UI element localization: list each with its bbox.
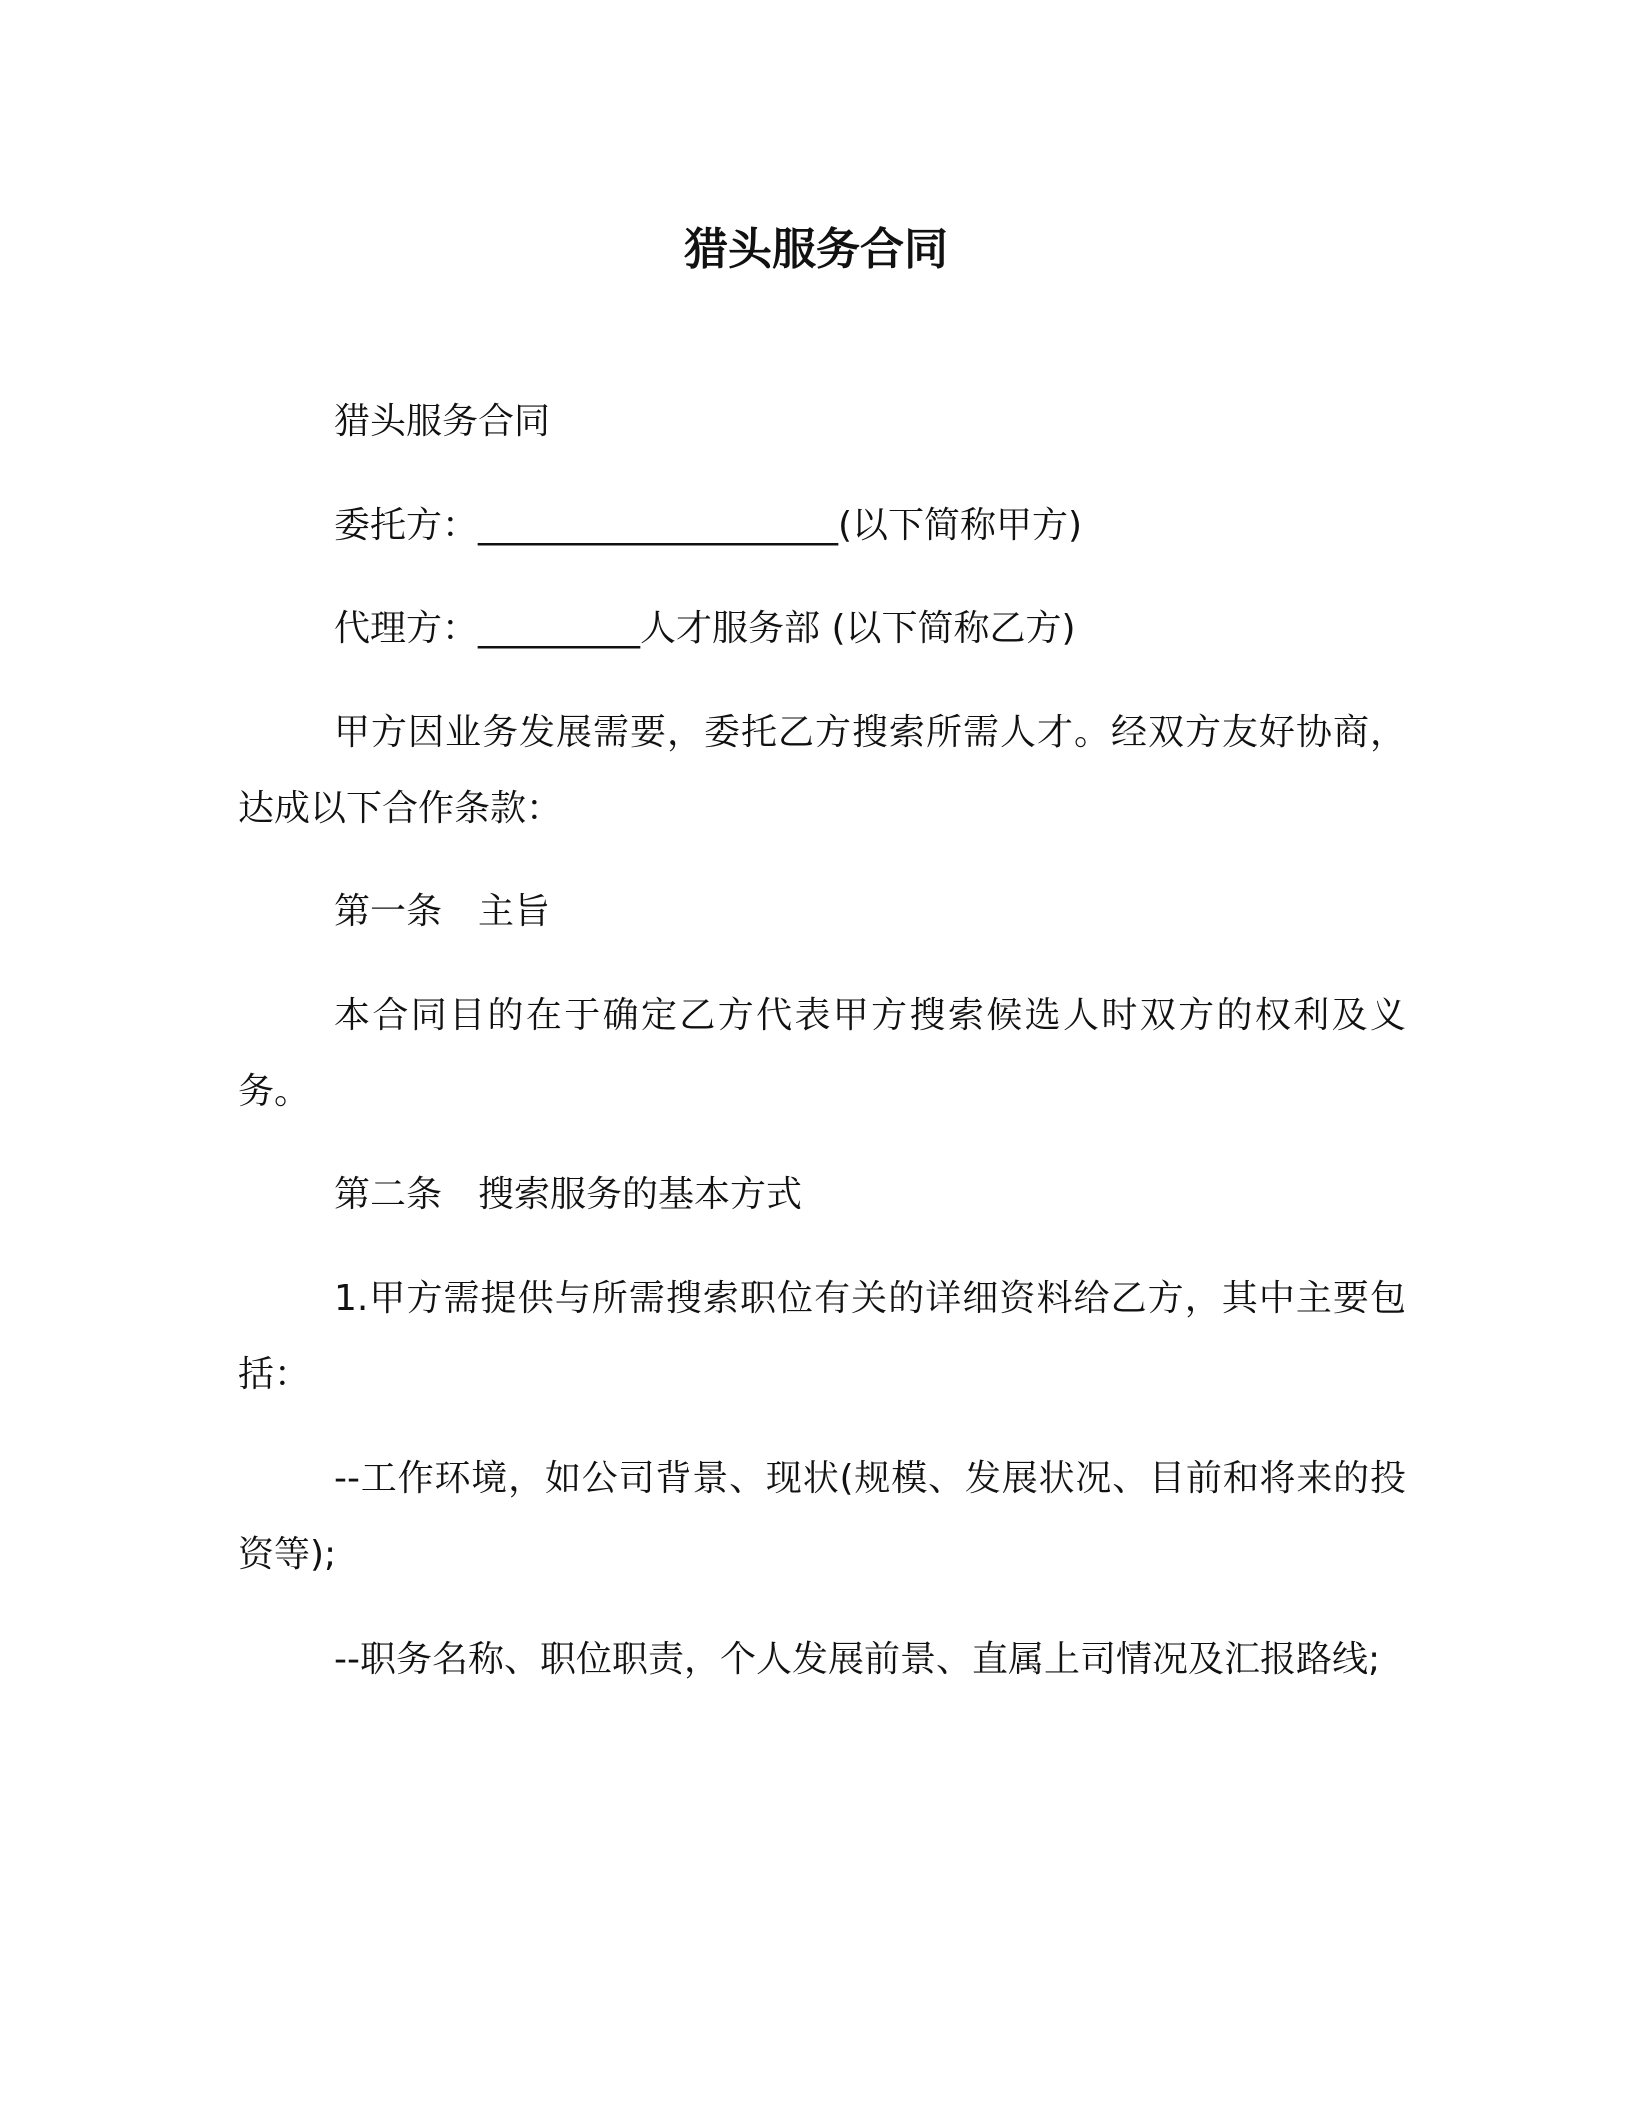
article-2-heading: 第二条 搜索服务的基本方式 <box>334 1174 803 1215</box>
article-2-item-1: 1.甲方需提供与所需搜索职位有关的详细资料给乙方，其中主要包括： <box>238 1278 1406 1395</box>
document-title: 猎头服务合同 <box>684 224 948 275</box>
article-2-item-job-title: --职务名称、职位职责，个人发展前景、直属上司情况及汇报路线; <box>334 1639 1381 1680</box>
paragraph-heading: 猎头服务合同 <box>334 401 551 442</box>
paragraph-agent: 代理方：_________人才服务部 (以下简称乙方) <box>334 608 1076 649</box>
paragraph-client: 委托方：____________________(以下简称甲方) <box>334 505 1083 546</box>
article-1-heading: 第一条 主旨 <box>334 891 551 932</box>
article-2-item-work-environment: --工作环境，如公司背景、现状(规模、发展状况、目前和将来的投资等); <box>238 1458 1406 1575</box>
paragraph-intro: 甲方因业务发展需要，委托乙方搜索所需人才。经双方友好协商，达成以下合作条款： <box>238 712 1406 829</box>
article-1-body: 本合同目的在于确定乙方代表甲方搜索候选人时双方的权利及义务。 <box>238 995 1406 1112</box>
